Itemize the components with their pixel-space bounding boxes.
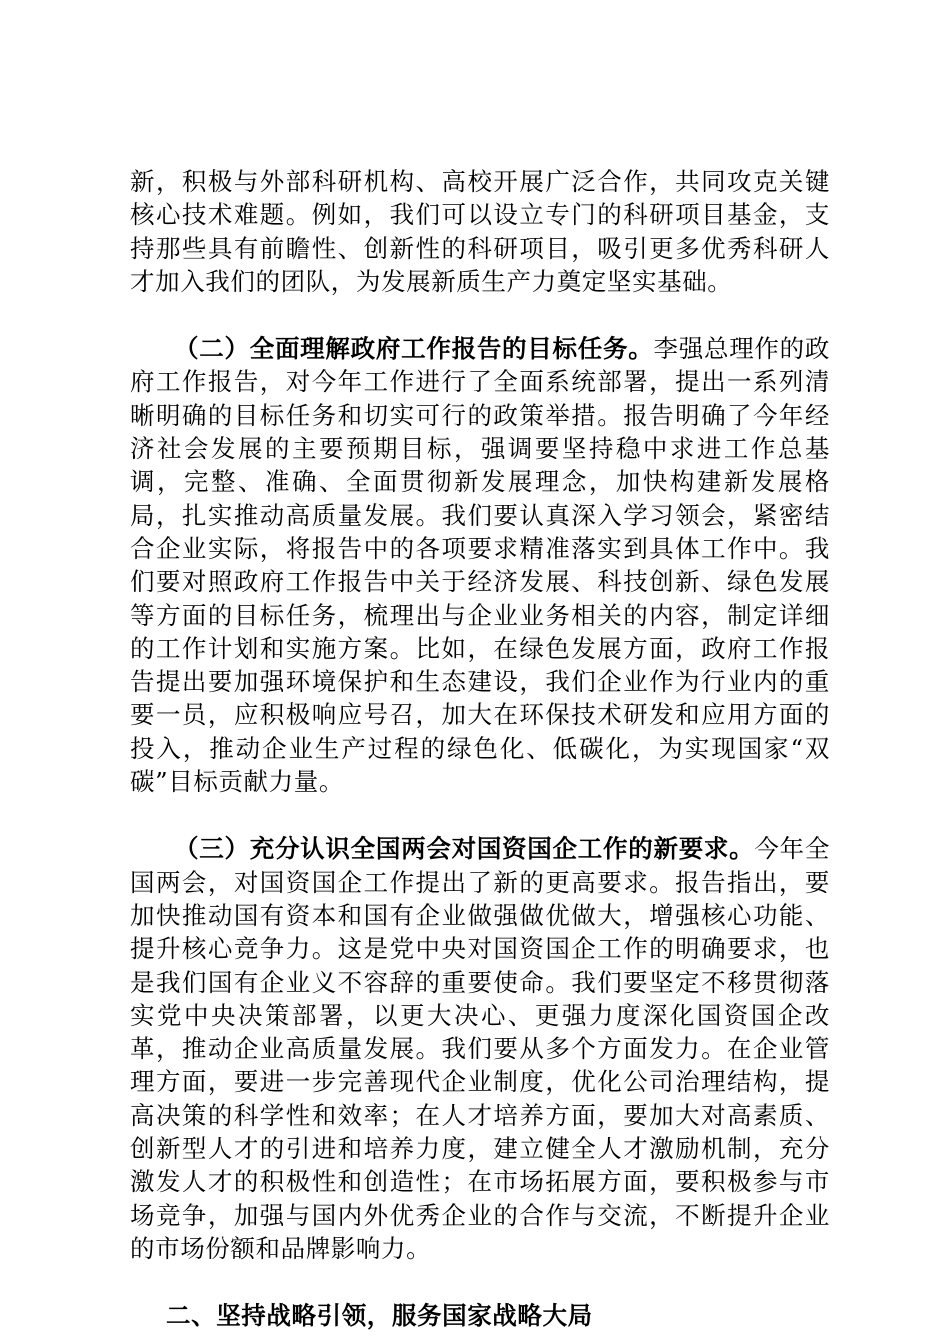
paragraph-soe-requirements	[130, 832, 830, 1265]
paragraph-lead-heading: （二）全面理解政府工作报告的目标任务。	[174, 334, 654, 364]
paragraph-text: 今年全国两会，对国资国企工作提出了新的更高要求。报告指出，要加快推动国有资本和国有企业做强做优做大，增强核心功能、提升核心竞争力。这是党中央对国资国企工作的明确要求，也是我们国有企业义不容辞的重要使命。我们要坚定不移贯彻落实党中央决策部署，以更大决心、更强力度深化国资国企改革，推动企业高质量发展。我们要从多个方面发力。在企业管理方面，要进一步完善现代企业制度，优化公司治理结构，提高决策的科学性和效率；在人才培养方面，要加大对高素质、创新型人才的引进和培养力度，建立健全人才激励机制，充分激发人才的积极性和创造性；在市场拓展方面，要积极参与市场竞争，加强与国内外优秀企业的合作与交流，不断提升企业的市场份额和品牌影响力。	[130, 834, 830, 1263]
paragraph-text: 新，积极与外部科研机构、高校开展广泛合作，共同攻克关键核心技术难题。例如，我们可以设立专门的科研项目基金，支持那些具有前瞻性、创新性的科研项目，吸引更多优秀科研人才加入我们的团队，为发展新质生产力奠定坚实基础。	[130, 167, 830, 296]
paragraph-text: 李强总理作的政府工作报告，对今年工作进行了全面系统部署，提出一系列清晰明确的目标任务和切实可行的政策举措。报告明确了今年经济社会发展的主要预期目标，强调要坚持稳中求进工作总基调，完整、准确、全面贯彻新发展理念，加快构建新发展格局，扎实推动高质量发展。我们要认真深入学习领会，紧密结合企业实际，将报告中的各项要求精准落实到具体工作中。我们要对照政府工作报告中关于经济发展、科技创新、绿色发展等方面的目标任务，梳理出与企业业务相关的内容，制定详细的工作计划和实施方案。比如，在绿色发展方面，政府工作报告提出要加强环境保护和生态建设，我们企业作为行业内的重要一员，应积极响应号召，加大在环保技术研发和应用方面的投入，推动企业生产过程的绿色化、低碳化，为实现国家“双碳”目标贡献力量。	[130, 334, 830, 797]
paragraph-lead-heading: （三）充分认识全国两会对国资国企工作的新要求。	[174, 834, 755, 864]
paragraph-continuation	[130, 165, 830, 298]
section-heading: 二、坚持战略引领，服务国家战略大局	[166, 1301, 593, 1331]
document-page	[130, 165, 830, 1333]
paragraph-government-report	[130, 332, 830, 798]
